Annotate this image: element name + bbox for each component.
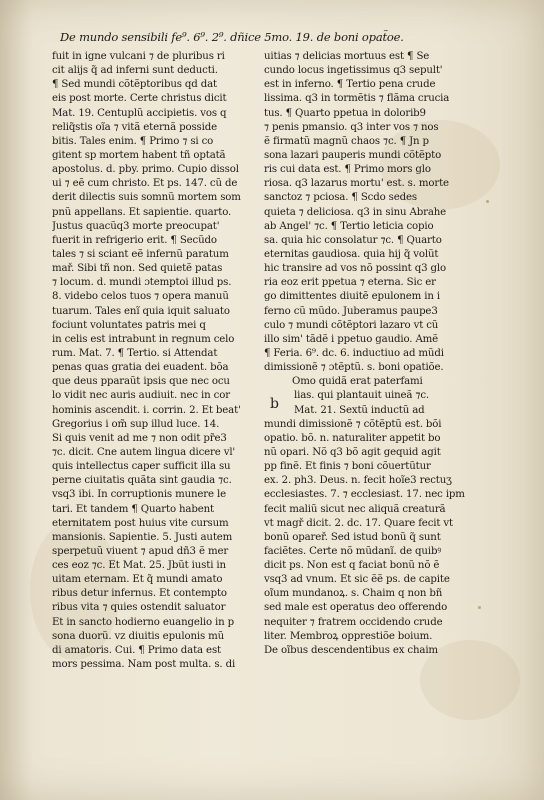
text-line: reliq̃stis oĩa ⁊ vitã eternã posside xyxy=(52,121,217,133)
text-line: mař. Sibi tñ non. Sed quietẽ patas xyxy=(52,263,223,275)
text-line: eternitas gaudiosa. quia hij q̃ volũt xyxy=(264,248,439,260)
text-line: sona duorũ. vz diuitis epulonis mũ xyxy=(52,630,225,642)
text-line: ces eoz ⁊c. Et Mat. 25. Jbũt iusti in xyxy=(52,560,226,572)
text-line: mansionis. Sapientie. 5. Justi autem xyxy=(52,531,233,543)
text-line: ria eoz erit ppetua ⁊ eterna. Sic er xyxy=(264,277,436,289)
text-line: quis intellectus caper sufficit illa su xyxy=(52,461,231,473)
text-line: ⁊ locum. d. mundi ɔtemptoi illud ps. xyxy=(52,277,232,289)
text-line: eternitatem post huius vite cursum xyxy=(52,517,229,529)
text-line: vt magř dicit. 2. dc. 17. Quare fecit vt xyxy=(264,517,453,529)
text-line: hominis ascendit. i. corrin. 2. Et beat' xyxy=(52,404,241,416)
text-line: ⁊c. dicit. Cne autem lingua dicere vl' xyxy=(52,446,236,458)
text-line: in celis est intrabunt in regnum celo xyxy=(52,333,235,345)
text-line: culo ⁊ mundi cõtẽptori lazaro vt cũ xyxy=(264,319,439,331)
text-line: derit dilectis suis somnũ mortem som xyxy=(52,192,241,204)
text-line: dicit ps. Non est q faciat bonũ nõ ẽ xyxy=(264,560,440,572)
text-line: ribus detur infernus. Et contempto xyxy=(52,588,227,600)
text-line: lo vidit nec auris audiuit. nec in cor xyxy=(52,390,230,402)
text-line: ribus vita ⁊ quies ostendit saluator xyxy=(52,602,226,614)
text-line: hic transire ad vos nõ possint q3 glo xyxy=(264,263,446,275)
text-line: penas quas gratia dei euadent. bõa xyxy=(52,362,229,374)
text-line: liter. Membroꝝ opprestiõe boium. xyxy=(264,630,433,642)
text-line: uitam eternam. Et q̃ mundi amato xyxy=(52,574,223,586)
text-line: ¶ Feria. 6⁹. dc. 6. inductiuo ad mũdi xyxy=(264,347,444,359)
text-line: apostolus. d. pby. primo. Cupio dissol xyxy=(52,164,239,176)
text-line: cit alijs q̃ ad inferni sunt deducti. xyxy=(52,65,218,77)
text-line: lias. qui plantauit uineã ⁊c. xyxy=(294,390,429,402)
text-line: Omo quidã erat paterfami xyxy=(292,376,423,388)
text-line: que deus pparaũt ipsis que nec ocu xyxy=(52,376,230,388)
text-line: di amatoris. Cui. ¶ Primo data est xyxy=(52,644,221,656)
text-line: riosa. q3 lazarus mortu' est. s. morte xyxy=(264,178,449,190)
text-line: est in inferno. ¶ Tertio pena crude xyxy=(264,79,436,91)
text-line: tales ⁊ si sciant eẽ infernũ paratum xyxy=(52,248,229,260)
text-line: Et in sancto hodierno euangelio in p xyxy=(52,616,235,628)
left-text-column xyxy=(52,50,272,672)
text-line: mundi dimissionẽ ⁊ cõtẽptũ est. bõi xyxy=(264,418,442,430)
text-line: gitent sp mortem habent tñ optatã xyxy=(52,149,226,161)
text-line: mors pessima. Nam post multa. s. di xyxy=(52,659,236,671)
text-line: ferno cũ mũdo. Juberamus paupe3 xyxy=(264,305,438,317)
text-line: illo sim' tãdẽ i ppetuo gaudio. Amẽ xyxy=(264,333,439,345)
text-line: sa. quia hic consolatur ⁊c. ¶ Quarto xyxy=(264,234,442,246)
text-line: quieta ⁊ deliciosa. q3 in sinu Abrahe xyxy=(264,206,447,218)
text-line: nũ opari. Nõ q3 bõ agit gequid agit xyxy=(264,446,441,458)
text-line: Mat. 21. Sextũ inductũ ad xyxy=(294,404,425,416)
text-line: vsq3 ibi. In corruptionis munere le xyxy=(52,489,226,501)
text-line: pp finẽ. Et finis ⁊ boni cõuertũtur xyxy=(264,461,431,473)
text-line: oĩum mundanoꝝ. s. Chaim q non bñ xyxy=(264,588,443,600)
text-line: fuit in igne vulcani ⁊ de pluribus ri xyxy=(52,51,225,62)
text-line: rum. Mat. 7. ¶ Tertio. si Attendat xyxy=(52,347,218,359)
text-line: tus. ¶ Quarto ppetua in dolorib9 xyxy=(264,107,426,119)
text-line: tari. Et tandem ¶ Quarto habent xyxy=(52,503,214,515)
text-line: Gregorius i om̃ sup illud luce. 14. xyxy=(52,418,220,430)
text-line: uitias ⁊ delicias mortuus est ¶ Se xyxy=(264,51,430,62)
text-line: 8. videbo celos tuos ⁊ opera manuũ xyxy=(52,291,229,303)
text-line: ⁊ penis pmansio. q3 inter vos ⁊ nos xyxy=(264,121,439,133)
running-header: De mundo sensibili fe⁹. 6⁹. 2⁹. dñice 5mo. 19. de boni opat̃oe. xyxy=(60,30,404,44)
text-line: fuerit in refrigerio erit. ¶ Secũdo xyxy=(52,234,217,246)
text-line: bonũ opareř. Sed istud bonũ q̃ sunt xyxy=(264,531,441,543)
text-line: fociunt voluntates patris mei q xyxy=(52,319,206,331)
text-line: opatio. bõ. n. naturaliter appetit bo xyxy=(264,432,441,444)
text-line: lissima. q3 in tormẽtis ⁊ flãma crucia xyxy=(264,93,450,105)
text-line: eis post morte. Certe christus dicit xyxy=(52,93,227,105)
text-line: sanctoz ⁊ pciosa. ¶ Scdo sedes xyxy=(264,192,417,204)
text-line: dimissionẽ ⁊ ɔtẽptũ. s. boni opatiõe. xyxy=(264,362,444,374)
text-line: De oĩbus descendentibus ex chaim xyxy=(264,644,438,656)
text-line: ¶ Sed mundi cõtẽptoribus qd dat xyxy=(52,79,217,91)
text-line: faciẽtes. Certe nõ mũdanĩ. de quibꝰ xyxy=(264,545,442,557)
right-text-column xyxy=(264,50,484,658)
text-line: ris cui data est. ¶ Primo mors glo xyxy=(264,164,431,176)
wormhole-mark xyxy=(486,200,489,203)
text-line: bitis. Tales enim. ¶ Primo ⁊ si co xyxy=(52,135,214,147)
text-line: nequiter ⁊ fratrem occidendo crude xyxy=(264,616,443,628)
text-line: ui ⁊ eẽ cum christo. Et ps. 147. cũ de xyxy=(52,178,238,190)
text-line: tuarum. Tales enĩ quia iquit saluato xyxy=(52,305,230,317)
text-line: sperpetuũ viuent ⁊ apud dñ3 ẽ mer xyxy=(52,545,229,557)
text-line: pnũ appellans. Et sapientie. quarto. xyxy=(52,206,232,218)
text-line: Mat. 19. Centuplũ accipietis. vos q xyxy=(52,107,227,119)
text-line: perne ciuitatis quãta sint gaudia ⁊c. xyxy=(52,475,232,487)
text-line: vsq3 ad vnum. Et sic ẽẽ ps. de capite xyxy=(264,574,450,586)
text-line: ecclesiastes. 7. ⁊ ecclesiast. 17. nec ipm xyxy=(264,489,465,501)
text-line: sed male est operatus deo offerendo xyxy=(264,602,448,614)
text-line: fecit maliũ sicut nec aliquã creaturã xyxy=(264,503,446,515)
drop-initial: b xyxy=(270,396,279,412)
text-line: ẽ firmatũ magnũ chaos ⁊c. ¶ Jn p xyxy=(264,135,429,147)
text-line: Justus quacũq3 morte preocupat' xyxy=(52,220,220,232)
text-line: go dimittentes diuitẽ epulonem in i xyxy=(264,291,440,303)
text-line: sona lazari pauperis mundi cõtẽpto xyxy=(264,149,442,161)
text-line: ab Angel' ⁊c. ¶ Tertio leticia copio xyxy=(264,220,434,232)
text-line: cundo locus ingetissimus q3 sepult' xyxy=(264,65,443,77)
text-line: ex. 2. ph3. Deus. n. fecit hoĩe3 rectuʒ xyxy=(264,475,452,487)
text-line: Si quis venit ad me ⁊ non odit pr̃e3 xyxy=(52,432,227,444)
